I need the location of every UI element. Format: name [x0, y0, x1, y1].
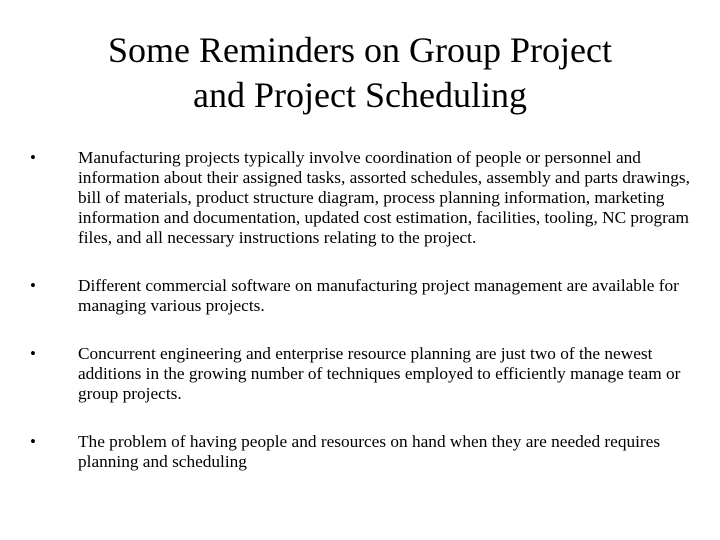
bullet-dot-icon: •: [30, 148, 36, 167]
bullet-text-1: Manufacturing projects typically involve coordination of people or personnel and information about their assigned tasks, assorted schedules, assembly and parts drawings, bill of materials, product structure diagram, process planning information, marketing information and documentation, updated cost estimation, facilities, tooling, NC program files, and all necessary instructions relating to the project.: [78, 148, 690, 247]
bullet-text-4: The problem of having people and resources on hand when they are needed requires planning and scheduling: [78, 432, 661, 471]
bullet-item-1: [30, 148, 702, 248]
bullet-dot-icon: •: [30, 344, 36, 363]
bullet-dot-icon: •: [30, 276, 36, 295]
bullet-item-4: [30, 432, 702, 472]
bullet-text-3: Concurrent engineering and enterprise resource planning are just two of the newest additions in the growing number of techniques employed to efficiently manage team or group projects.: [78, 344, 681, 403]
bullet-dot-icon: •: [30, 432, 36, 451]
bullet-item-2: [30, 276, 702, 316]
slide-title-line-2: and Project Scheduling: [193, 75, 527, 115]
bullet-item-3: [30, 344, 702, 404]
slide-title-line-1: Some Reminders on Group Project: [108, 30, 612, 70]
bullet-list: [30, 148, 702, 500]
slide-title: [40, 28, 680, 118]
bullet-text-2: Different commercial software on manufacturing project management are available for managing various projects.: [78, 276, 679, 315]
